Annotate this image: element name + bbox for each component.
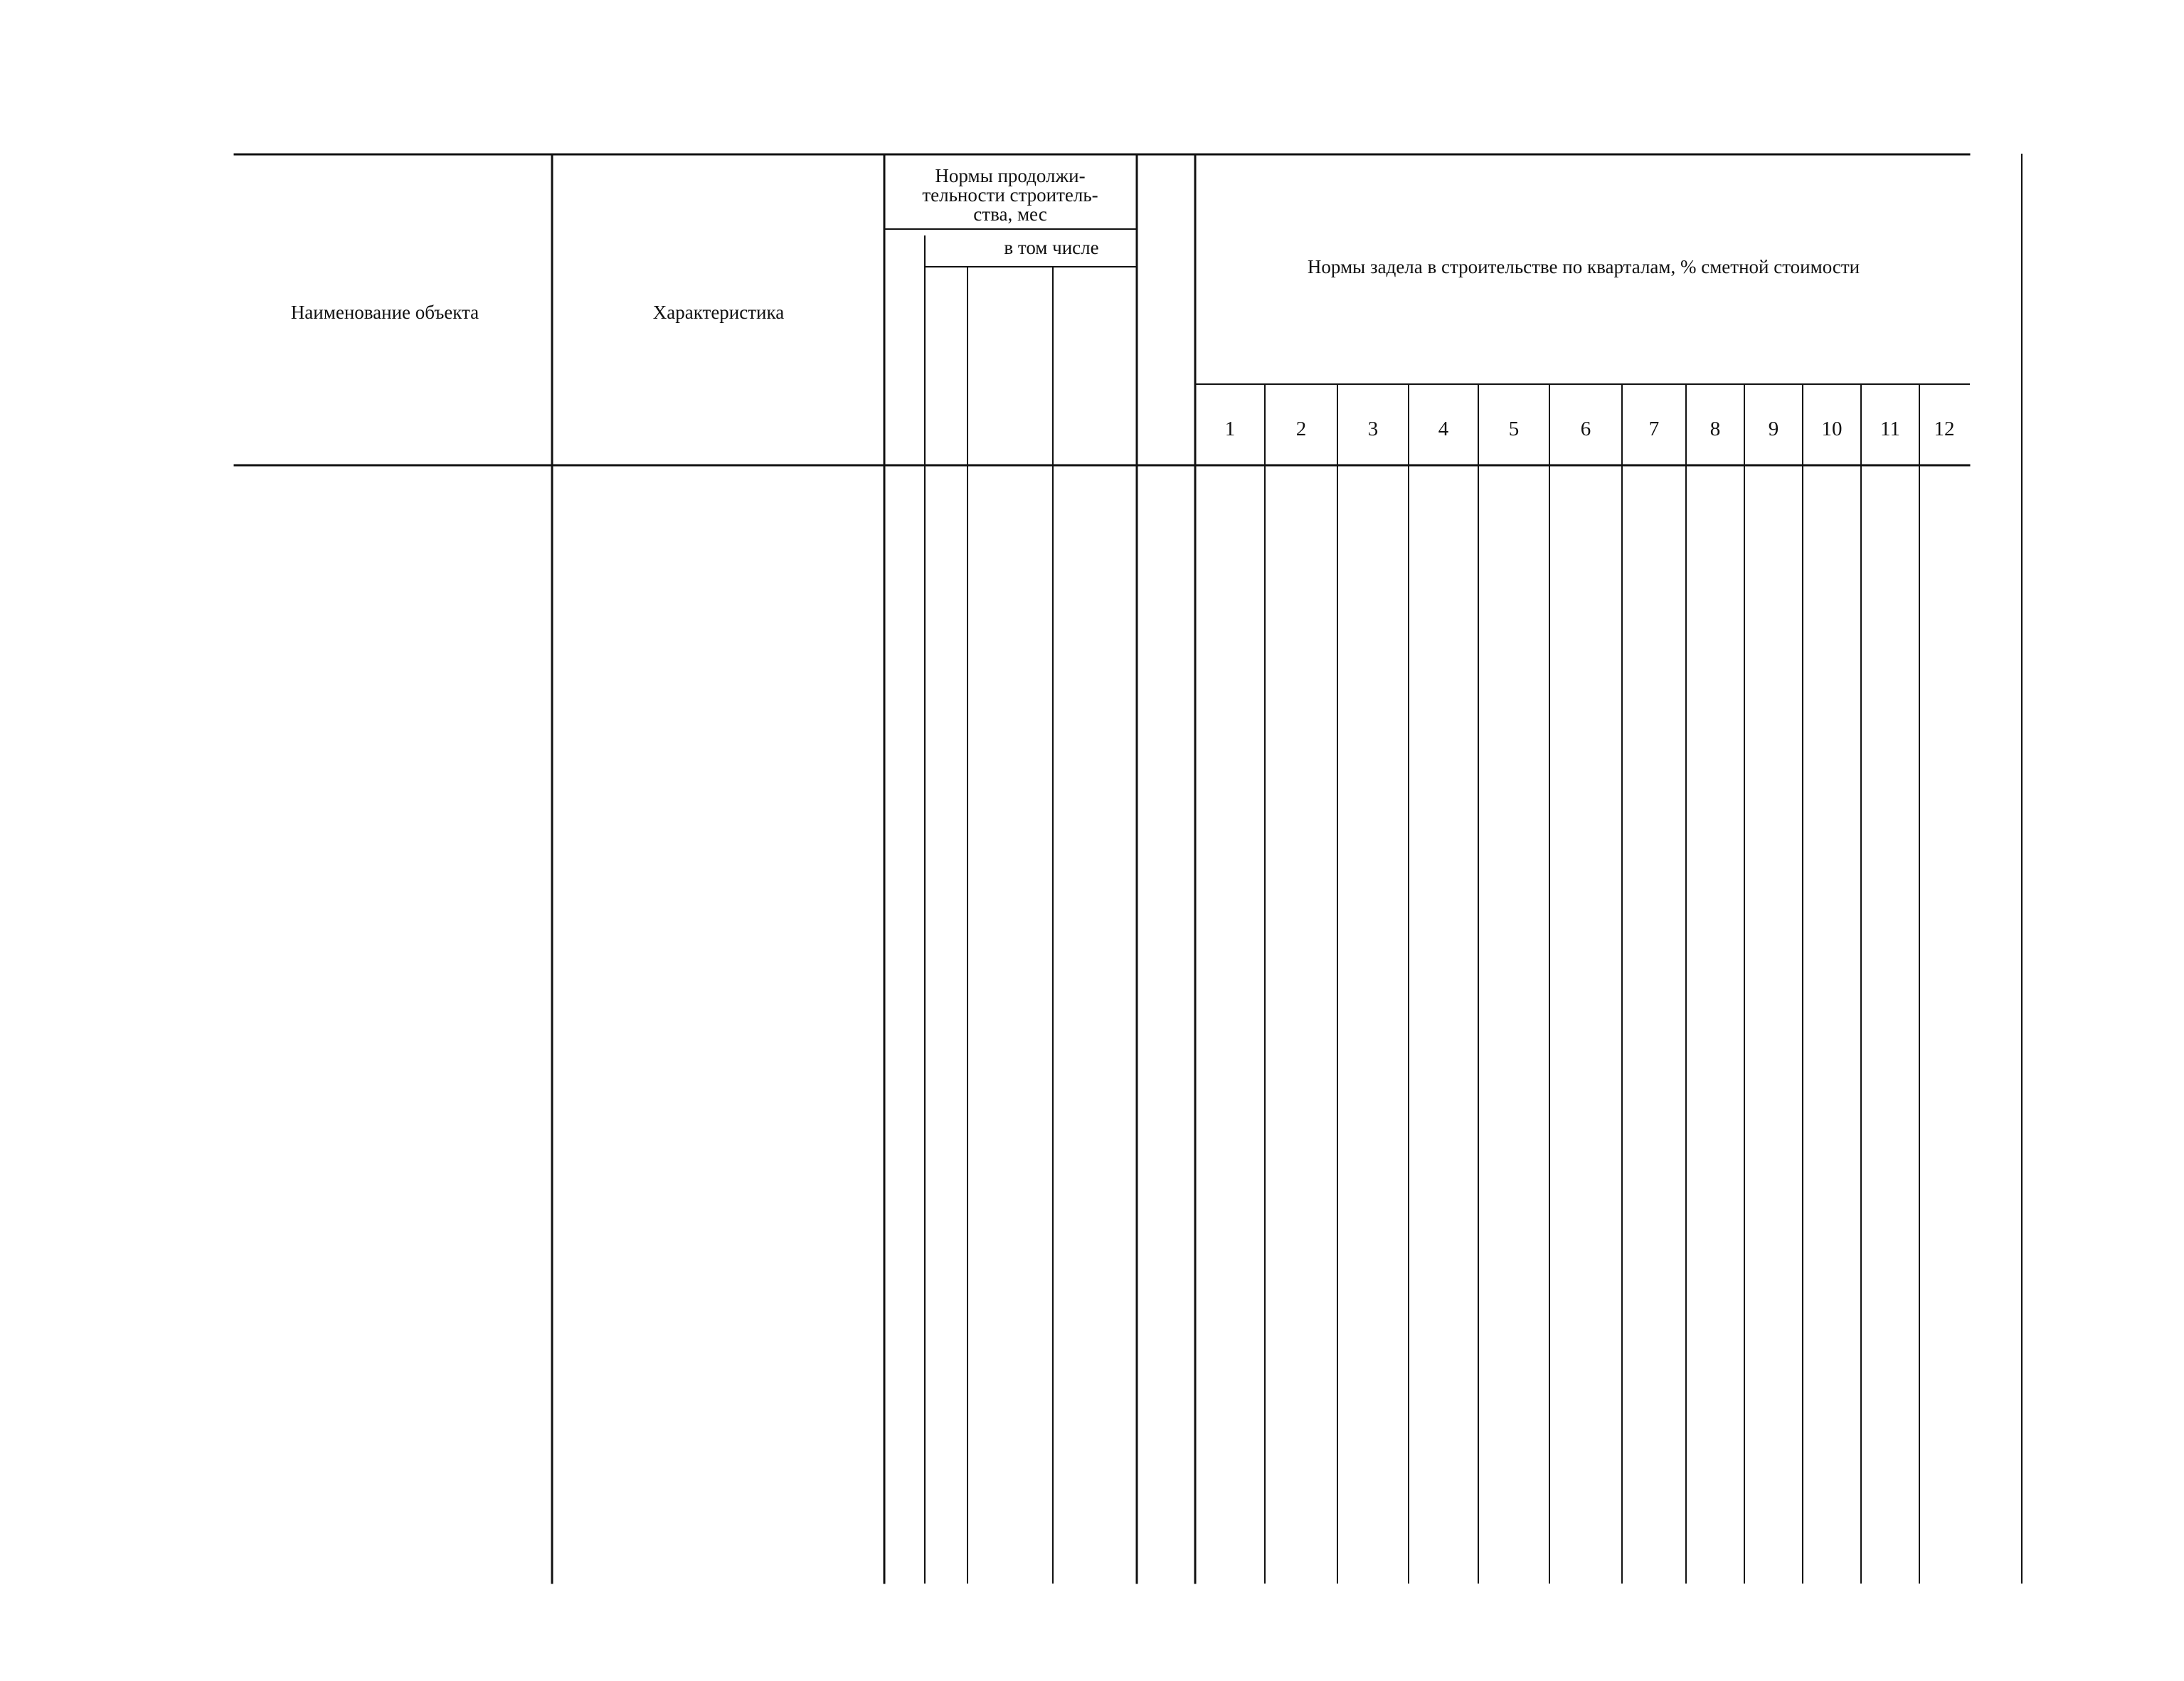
header-object: Наименование объекта (290, 302, 479, 323)
quarter-number-9: 9 (1768, 418, 1779, 440)
quarter-number-11: 11 (1880, 418, 1900, 440)
quarter-number-10: 10 (1821, 418, 1843, 440)
quarter-number-2: 2 (1295, 418, 1307, 440)
header-including: в том числе (1004, 237, 1099, 258)
quarter-number-7: 7 (1648, 418, 1660, 440)
quarter-number-3: 3 (1367, 418, 1379, 440)
header-duration-title: ства, мес (973, 203, 1047, 225)
header-duration-title: тельности строитель- (922, 184, 1098, 206)
quarter-number-5: 5 (1508, 418, 1520, 440)
header-backlog: Нормы задела в строительстве по кварталам, % сметной стоимости (1307, 256, 1860, 277)
table-header (291, 165, 1955, 440)
quarter-number-12: 12 (1934, 418, 1955, 440)
header-duration-title: Нормы продолжи- (935, 165, 1086, 186)
quarter-number-1: 1 (1224, 418, 1236, 440)
header-characteristic: Характеристика (652, 302, 785, 323)
quarter-number-4: 4 (1438, 418, 1449, 440)
table-grid (235, 154, 2022, 1583)
quarter-number-8: 8 (1709, 418, 1721, 440)
quarter-number-6: 6 (1580, 418, 1591, 440)
